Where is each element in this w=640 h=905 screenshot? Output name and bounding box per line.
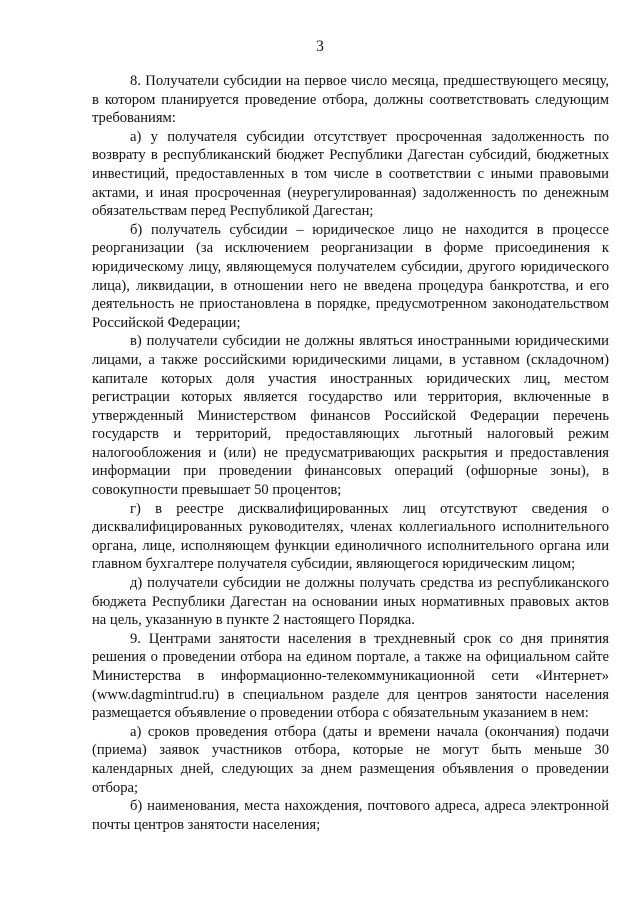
paragraph-9b: б) наименования, места нахождения, почтового адреса, адреса электронной почты центров занятости населения; bbox=[92, 798, 609, 833]
paragraph-9: 9. Центрами занятости населения в трехдневный срок со дня принятия решения о проведении отбора на едином портале, а также на официальном сайте Министерства в информационно-телекоммуникационной сети «Интернет» (www.dagmintrud.ru) в специальном разделе для центров занятости населения размещается объявление о проведении отбора с обязательным указанием в нем: bbox=[92, 630, 609, 722]
paragraph-8g: г) в реестре дисквалифицированных лиц отсутствуют сведения о дисквалифицированных руководителях, членах коллегиального исполнительного органа, лице, исполняющем функции единоличного исполнительного органа или главном бухгалтере получателя субсидии, являющегося юридическим лицом; bbox=[92, 500, 609, 573]
paragraph-8a: а) у получателя субсидии отсутствует просроченная задолженность по возврату в республиканский бюджет Республики Дагестан субсидий, бюджетных инвестиций, предоставленных в том числе в соответствии с иными правовыми актами, и иная просроченная (неурегулированная) задолженность по денежным обязательствам перед Республикой Дагестан; bbox=[92, 128, 609, 220]
paragraph-8: 8. Получатели субсидии на первое число месяца, предшествующего месяцу, в котором планируется проведение отбора, должны соответствовать следующим требованиям: bbox=[92, 73, 609, 127]
paragraph-9a: а) сроков проведения отбора (даты и времени начала (окончания) подачи (приема) заявок участников отбора, которые не могут быть меньше 30 календарных дней, следующих за днем размещения объявления о проведении отбора; bbox=[92, 723, 609, 796]
paragraph-8d: д) получатели субсидии не должны получать средства из республиканского бюджета Республики Дагестан на основании иных нормативных правовых актов на цель, указанную в пункте 2 настоящего Порядка. bbox=[92, 575, 609, 629]
page-number: 3 bbox=[316, 38, 324, 55]
paragraph-8b: б) получатель субсидии – юридическое лицо не находится в процессе реорганизации (за исключением реорганизации в форме присоединения к юридическому лицу, являющемуся получателем субсидии, другого юридического лица), ликвидации, в отношении него не введена процедура банкротства, и его деятельность не приостановлена в порядке, предусмотренном законодательством Российской Федерации; bbox=[92, 221, 609, 331]
document-body bbox=[92, 72, 609, 834]
paragraph-8v: в) получатели субсидии не должны являться иностранными юридическими лицами, а также российскими юридическими лицами, в уставном (складочном) капитале которых доля участия иностранных юридических лиц, местом регистрации которых является государство или территория, включенные в утвержденный Министерством финансов Российской Федерации перечень государств и территорий, предоставляющих льготный налоговый режим налогообложения и (или) не предусматривающих раскрытия и предоставления информации при проведении финансовых операций (офшорные зоны), в совокупности превышает 50 процентов; bbox=[92, 333, 609, 499]
